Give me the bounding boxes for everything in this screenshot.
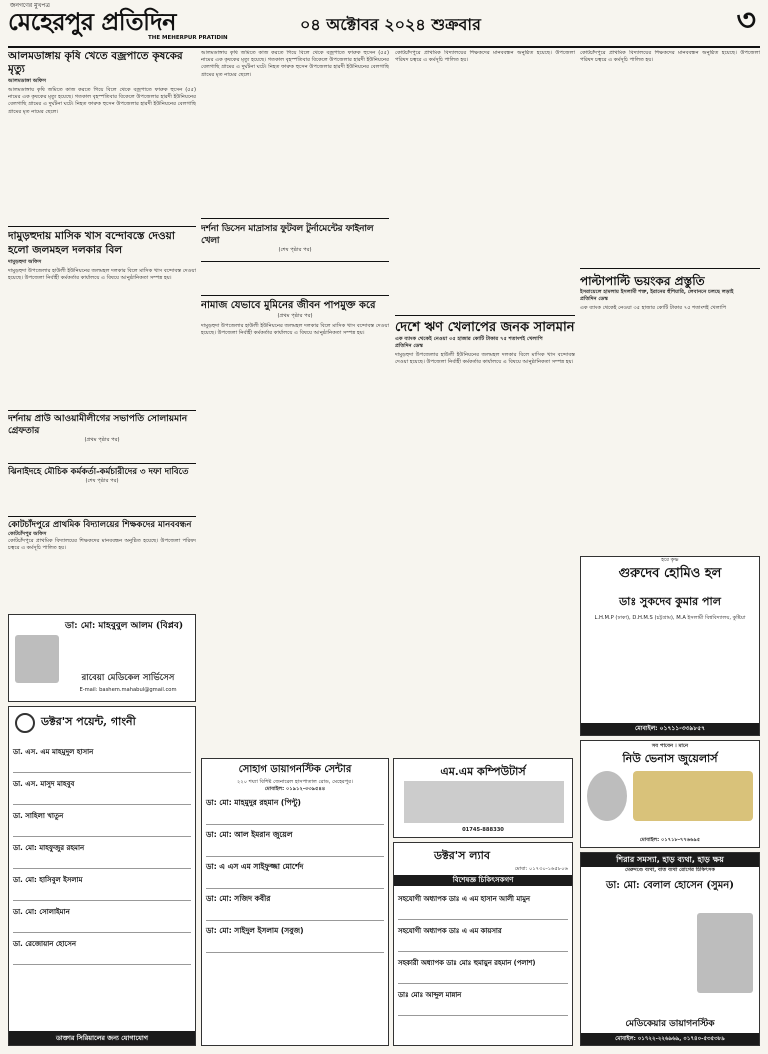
article-jhenaidah: [8, 463, 196, 513]
ad-title: নিউ ভেনাস জুয়েলার্স: [622, 752, 718, 765]
article-damurhuda: [8, 229, 196, 394]
doctor-photo: [15, 635, 59, 683]
article-body: কোটচাঁদপুরে প্রাথমিক বিদ্যালয়ের শিক্ষকদের মানববন্ধন অনুষ্ঠিত হয়েছে। উপজেলা পরিষদ চত্বরে এ কর্মসূচি পালিত হয়।: [395, 50, 575, 64]
article-title: দামুড়হুদায় মাসিক খাস বন্দোবস্তে দেওয়া হলো জলমহল দলকার বিল: [8, 230, 175, 256]
masthead-kicker: জনগণের মুখপত্র: [10, 2, 50, 9]
article-darshana: [8, 410, 196, 460]
article-right-upper: [580, 50, 760, 265]
ad-footer: মোবাইল: ০১৭১১-৩৩৯৮৫৭: [581, 723, 759, 735]
doctor-entry: ডা: মো: সাইদুল ইসলাম (সবুজ): [206, 921, 384, 953]
article-center-text: [201, 50, 389, 215]
owner-photo: [587, 771, 627, 821]
page-number: ৩: [736, 3, 756, 38]
article-byline: আলমডাঙ্গা অফিস: [8, 78, 47, 84]
doctor-list: [394, 888, 572, 1016]
doctor-entry: ডা: মো: সজিদ কবীর: [206, 889, 384, 921]
ad-rabeya: [8, 614, 196, 702]
article-namaz: [201, 295, 389, 595]
doctor-list: [206, 793, 384, 953]
ad-email: E-mail: bashem.mahabul@gmail.com: [79, 687, 177, 693]
masthead: [8, 2, 760, 46]
article-title: দর্শনা ডিসেন মাদ্রাসার ফুটবল টুর্নামেন্টের ফাইনাল খেলা: [201, 224, 374, 246]
ad-gurudev: [580, 556, 760, 736]
article-title: দর্শনায় প্রাউ আওয়ামীলীগের সভাপতি সোলায়মান গ্রেফতার: [8, 414, 188, 436]
article-paltapalti: [580, 268, 760, 553]
article-continued: (প্রথম পৃষ্ঠার পর): [277, 313, 313, 319]
article-body: দামুড়হুদা উপজেলার হাউলী ইউনিয়নের জলমহল দলকার বিলে মাসিক খাস বন্দোবস্ত দেওয়া হয়েছে। উপজেলা নির্বাহী কর্মকর্তার কার্যালয়ে এ বিষয়ে আনুষ্ঠানিকতা সম্পন্ন হয়।: [8, 268, 196, 282]
ad-special-bar: বিশেষজ্ঞ চিকিৎসকগণ: [394, 875, 572, 886]
doctor-entry: ডা: মো: আল ইমরান জুয়েল: [206, 825, 384, 857]
ad-doctor-name: ডা: মো: মাহবুবুল আলম (বিপ্লব): [65, 621, 184, 631]
ad-belal: [580, 852, 760, 1046]
ad-doctors-point: [8, 706, 196, 1046]
masthead-rule: [8, 46, 760, 48]
article-continued: (শেষ পৃষ্ঠার পর): [278, 247, 312, 253]
article-title: নামাজ যেভাবে মুমিনের জীবন পাপমুক্ত করে: [201, 300, 376, 311]
article-title: আলমডাঙ্গায় কৃষি খেতে বজ্রপাতে কৃষকের মৃত্যু: [8, 50, 183, 75]
ad-logo-icon: [15, 713, 35, 733]
article-subtitle: এক ব্যাংক থেকেই নেওয়া ৩৫ হাজার কোটি টাকার ৭৫ শতাংশই খেলাপি: [395, 336, 543, 342]
ad-phone: মোবা: ০১৭৩০-১৬৫৮০৬: [514, 866, 568, 872]
ad-title: গুরুদেব হোমিও হল: [618, 566, 722, 581]
ad-phone: মোবাইল: ০১৭১৮-৭৭৬৬৯৫: [639, 837, 701, 843]
doctor-entry: ডা. মো: মাহফুজুর রহমান: [13, 837, 191, 869]
ad-phone: 01745-888330: [462, 827, 504, 833]
article-alamdanga: [8, 50, 196, 225]
ad-doctor-name: ডা: মো: বেলাল হোসেন (সুমন): [606, 880, 734, 891]
ad-degree: L.H.M.P (ঢাকা), D.H.M.S (চট্টগ্রাম), M.A ইসলামী বিশ্ববিদ্যালয়, কুষ্টিয়া: [594, 615, 746, 621]
article-title: ঝিনাইদহে মৌচিক কর্মকর্তা-কর্মচারীদের ৩ দফা দাবিতে: [8, 467, 189, 477]
ad-clinic-name: রাবেয়া মেডিকেল সার্ভিসেস: [81, 673, 175, 683]
doctor-entry: ডা. রেজোয়ান হোসেন: [13, 933, 191, 965]
ad-doctor-name: ডাঃ সুকদেব কুমার পাল: [619, 595, 721, 608]
ad-subline: মেরুদণ্ডে ব্যথা, বাত ব্যথা রোগের চিকিৎসক: [625, 867, 715, 873]
article-body: এক ব্যাংক থেকেই নেওয়া ৩৫ হাজার কোটি টাকার ৭৫ শতাংশই খেলাপি: [580, 305, 727, 311]
article-byline: দামুড়হুদা অফিস: [8, 259, 42, 265]
ad-headline: শিরার সমস্যা, হাড় ব্যথা, হাড় ক্ষয়: [581, 853, 759, 867]
doctor-list: [13, 741, 191, 965]
article-byline: কোটচাঁদপুর অফিস: [8, 531, 47, 537]
doctor-entry: সহযোগী অধ্যাপক ডাঃ এ এম হাসান আলী মামুন: [398, 888, 568, 920]
masthead-name: মেহেরপুর প্রতিদিন: [8, 7, 176, 36]
article-byline: প্রতিদিন ডেস্ক: [580, 296, 609, 302]
ad-tag: সব পাবেন । মানে: [651, 743, 689, 749]
doctor-entry: সহযোগী অধ্যাপক ডাঃ এ এম কায়সার: [398, 920, 568, 952]
ad-footer: মোবাইল: ০১৭২২-২২৬৯৬৯, ০১৭৪০-৫৩৫৩৮৯: [581, 1033, 759, 1045]
doctor-entry: ডা. এস. এম মাহমুদুল হাসান: [13, 741, 191, 773]
article-continued: (প্রথম পৃষ্ঠার পর): [84, 437, 120, 443]
doctor-entry: সহকারী অধ্যাপক ডাঃ মোঃ হুমায়ুন রহমান (পলাশ): [398, 952, 568, 984]
article-continued: (শেষ পৃষ্ঠার পর): [85, 478, 119, 484]
doctor-entry: ডা: মো: মাহমুদুর রহমান (পিন্টু): [206, 793, 384, 825]
article-body: কোটচাঁদপুরে প্রাথমিক বিদ্যালয়ের শিক্ষকদের মানববন্ধন অনুষ্ঠিত হয়েছে। উপজেলা পরিষদ চত্বরে এ কর্মসূচি পালিত হয়।: [580, 50, 760, 64]
article-title: দেশে ঋণ খেলাপের জনক সালমান: [395, 320, 575, 335]
doctor-photo: [697, 913, 753, 993]
ad-footer: ডাক্তার সিরিয়ালের জন্য যোগাযোগ: [9, 1031, 195, 1045]
article-salman: [395, 315, 575, 655]
ad-jewellers: [580, 740, 760, 848]
ad-sohag: [201, 758, 389, 1046]
doctor-entry: ডা. এস. মাসুদ মাহবুব: [13, 773, 191, 805]
masthead-english: THE MEHERPUR PRATIDIN: [148, 35, 228, 41]
doctor-entry: ডা. মো: হাসিবুল ইসলাম: [13, 869, 191, 901]
ad-title: ডক্টর'স পয়েন্ট, গাংনী: [41, 715, 136, 728]
ad-phone: মোবাইল: ০১৯১২-৩৩৯৫৪৪: [264, 786, 326, 792]
ad-address: ২২০ শয্যা বিশিষ্ট জেনারেল হাসপাতাল রোড, মেহেরপুর।: [236, 779, 353, 785]
article-body: দামুড়হুদা উপজেলার হাউলী ইউনিয়নের জলমহল দলকার বিলে মাসিক খাস বন্দোবস্ত দেওয়া হয়েছে। উপজেলা নির্বাহী কর্মকর্তার কার্যালয়ে এ বিষয়ে আনুষ্ঠানিকতা সম্পন্ন হয়।: [395, 352, 575, 366]
masthead-date: ০৪ অক্টোবর ২০২৪ শুক্রবার: [300, 15, 481, 34]
ad-center: মেডিকেয়ার ডায়াগনস্টিক: [625, 1019, 715, 1029]
ad-title: ডক্টর'স ল্যাব: [434, 849, 490, 862]
ad-mm-computers: [393, 758, 573, 838]
doctor-entry: ডা. মো: সোলাইমান: [13, 901, 191, 933]
article-title: কোটচাঁদপুরে প্রাথমিক বিদ্যালয়ের শিক্ষকদের মানববন্ধন: [8, 520, 192, 530]
article-title: পাল্টাপাল্টি ভয়ংকর প্রস্তুতি: [580, 274, 705, 288]
article-body: কোটচাঁদপুরে প্রাথমিক বিদ্যালয়ের শিক্ষকদের মানববন্ধন অনুষ্ঠিত হয়েছে। উপজেলা পরিষদ চত্বরে এ কর্মসূচি পালিত হয়।: [8, 538, 196, 552]
jewellery-image: [633, 771, 753, 821]
article-kotchandpur: [8, 516, 196, 610]
article-middle-upper: [395, 50, 575, 315]
ad-title: এম.এম কম্পিউটার্স: [440, 765, 526, 778]
ad-title: সোহাগ ডায়াগনস্টিক সেন্টার: [238, 764, 352, 775]
doctor-entry: ডাঃ মোঃ আব্দুল মান্নান: [398, 984, 568, 1016]
doctor-entry: ডা. সাহিলা খাতুন: [13, 805, 191, 837]
article-byline: প্রতিদিন ডেস্ক: [395, 343, 424, 349]
article-subtitle: ইসরায়েলে হামলায় ইসলামী শক্ত, ইরানের হুঁশিয়ারি, লেবাননে চলছে লড়াই: [580, 289, 734, 295]
ad-tag: হরে কৃষ্ণ: [661, 557, 679, 563]
article-football: [201, 218, 389, 262]
article-body: আলমডাঙ্গায় কৃষি জমিতে কাজ করতে গিয়ে বিলে থেকে বজ্রপাতে ফারুক হুসেন (৫৫) নামের এক কৃষকের মৃত্যু হয়েছে। গতকাল বৃহস্পতিবার বিকেলে উপজেলার হারদী ইউনিয়নের বেলগাছি গ্রামের এ দুর্ঘটনা ঘটে। নিহত ফারুক হুসেন উপজেলার হারদী ইউনিয়নের বেলগাছি গ্রামের মৃত নামের ছেলে।: [201, 50, 389, 78]
ad-doctors-lab: [393, 842, 573, 1046]
product-image: [404, 781, 564, 823]
divider: [8, 226, 196, 227]
doctor-entry: ডা: এ এস এম সাইফুজ্জা মোর্শেদ: [206, 857, 384, 889]
article-body: দামুড়হুদা উপজেলার হাউলী ইউনিয়নের জলমহল দলকার বিলে মাসিক খাস বন্দোবস্ত দেওয়া হয়েছে। উপজেলা নির্বাহী কর্মকর্তার কার্যালয়ে এ বিষয়ে আনুষ্ঠানিকতা সম্পন্ন হয়।: [201, 323, 389, 337]
article-body: আলমডাঙ্গায় কৃষি জমিতে কাজ করতে গিয়ে বিলে থেকে বজ্রপাতে ফারুক হুসেন (৫৫) নামের এক কৃষকের মৃত্যু হয়েছে। গতকাল বৃহস্পতিবার বিকেলে উপজেলার হারদী ইউনিয়নের বেলগাছি গ্রামের এ দুর্ঘটনা ঘটে। নিহত ফারুক হুসেন উপজেলার হারদী ইউনিয়নের বেলগাছি গ্রামের মৃত নামের ছেলে।: [8, 87, 196, 115]
